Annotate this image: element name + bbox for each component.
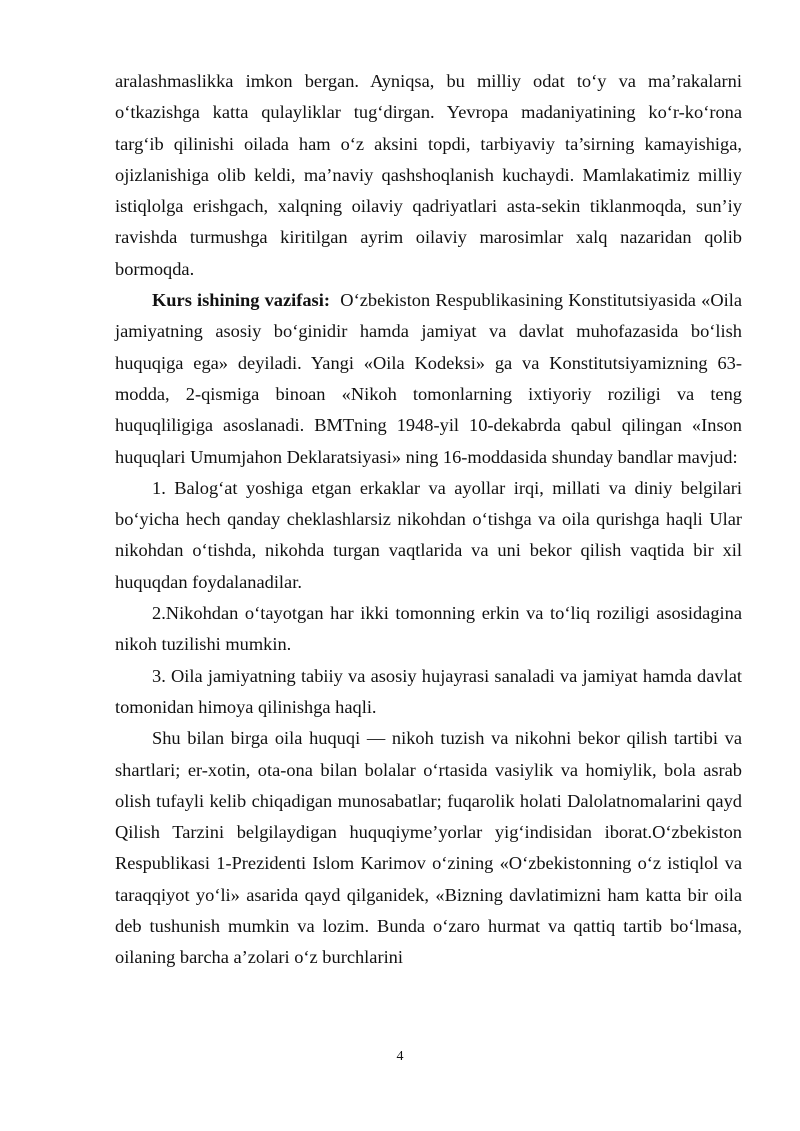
page-number: 4 [396, 1049, 404, 1064]
document-body [115, 66, 747, 974]
list-item-2: 2.Nikohdan o‘tayotgan har ikki tomonning erkin va to‘liq roziligi asosidagina nikoh tuzilishi mumkin. [115, 603, 742, 655]
list-item-3: 3. Oila jamiyatning tabiiy va asosiy hujayrasi sanaladi va jamiyat hamda davlat tomonidan himoya qilinishga haqli. [115, 665, 742, 717]
paragraph-intro: aralashmaslikka imkon bergan. Ayniqsa, bu milliy odat to‘y va ma’rakalarni o‘tkazishga katta qulayliklar tug‘dirgan. Yevropa madaniyatining ko‘r-ko‘rona targ‘ib qilinishi oilada ham o‘z aksini topdi, tarbiyaviy ta’sirning kamayishiga, ojizlanishiga olib keldi, ma’naviy qashshoqlanish kuchaydi. Mamlakatimiz milliy istiqlolga erishgach, xalqning oilaviy qadriyatlari asta-sekin tiklanmoqda, sun’iy ravishda turmushga kiritilgan ayrim oilaviy marosimlar xalq nazaridan qolib bormoqda. [115, 71, 742, 279]
paragraph-course-task [115, 285, 747, 473]
paragraph-family-law: Shu bilan birga oila huquqi — nikoh tuzish va nikohni bekor qilish tartibi va shartlari; er-xotin, ota-ona bilan bolalar o‘rtasida vasiylik va homiylik, bola asrab olish tufayli kelib chiqadigan munosabatlar; fuqarolik holati Dalolatnomalarini qayd Qilish Tarzini belgilaydigan huquqiyme’yorlar yig‘indisidan iborat.O‘zbekiston Respublikasi 1-Prezidenti Islom Karimov o‘zining «O‘zbekistonning o‘z istiqlol va taraqqiyot yo‘li» asarida qayd qilganidek, «Bizning davlatimizni ham katta bir oila deb tushunish mumkin va lozim. Bunda o‘zaro hurmat va qattiq tartib bo‘lmasa, oilaning barcha a’zolari o‘z burchlarini [115, 728, 742, 968]
list-item-1: 1. Balog‘at yoshiga etgan erkaklar va ayollar irqi, millati va diniy belgilari bo‘yicha hech qanday cheklashlarsiz nikohdan o‘tishga va oila qurishga haqli Ular nikohdan o‘tishda, nikohda turgan vaqtlarida va uni bekor qilish vaqtida bir xil huquqdan foydalanadilar. [115, 477, 742, 592]
course-task-heading: Kurs ishining vazifasi: [152, 290, 330, 311]
course-task-text: O‘zbekiston Respublikasining Konstitutsiyasida «Oila jamiyatning asosiy bo‘ginidir hamda jamiyat va davlat muhofazasida bo‘lish huquqiga ega» deyiladi. Yangi «Oila Kodeksi» ga va Konstitutsiyamizning 63-modda, 2-qismiga binoan «Nikoh tomonlarning ixtiyoriy roziligi va teng huquqliligiga asoslanadi. BMTning 1948-yil 10-dekabrda qabul qilingan «Inson huquqlari Umumjahon Deklaratsiyasi» ning 16-moddasida shunday bandlar mavjud: [115, 290, 747, 467]
